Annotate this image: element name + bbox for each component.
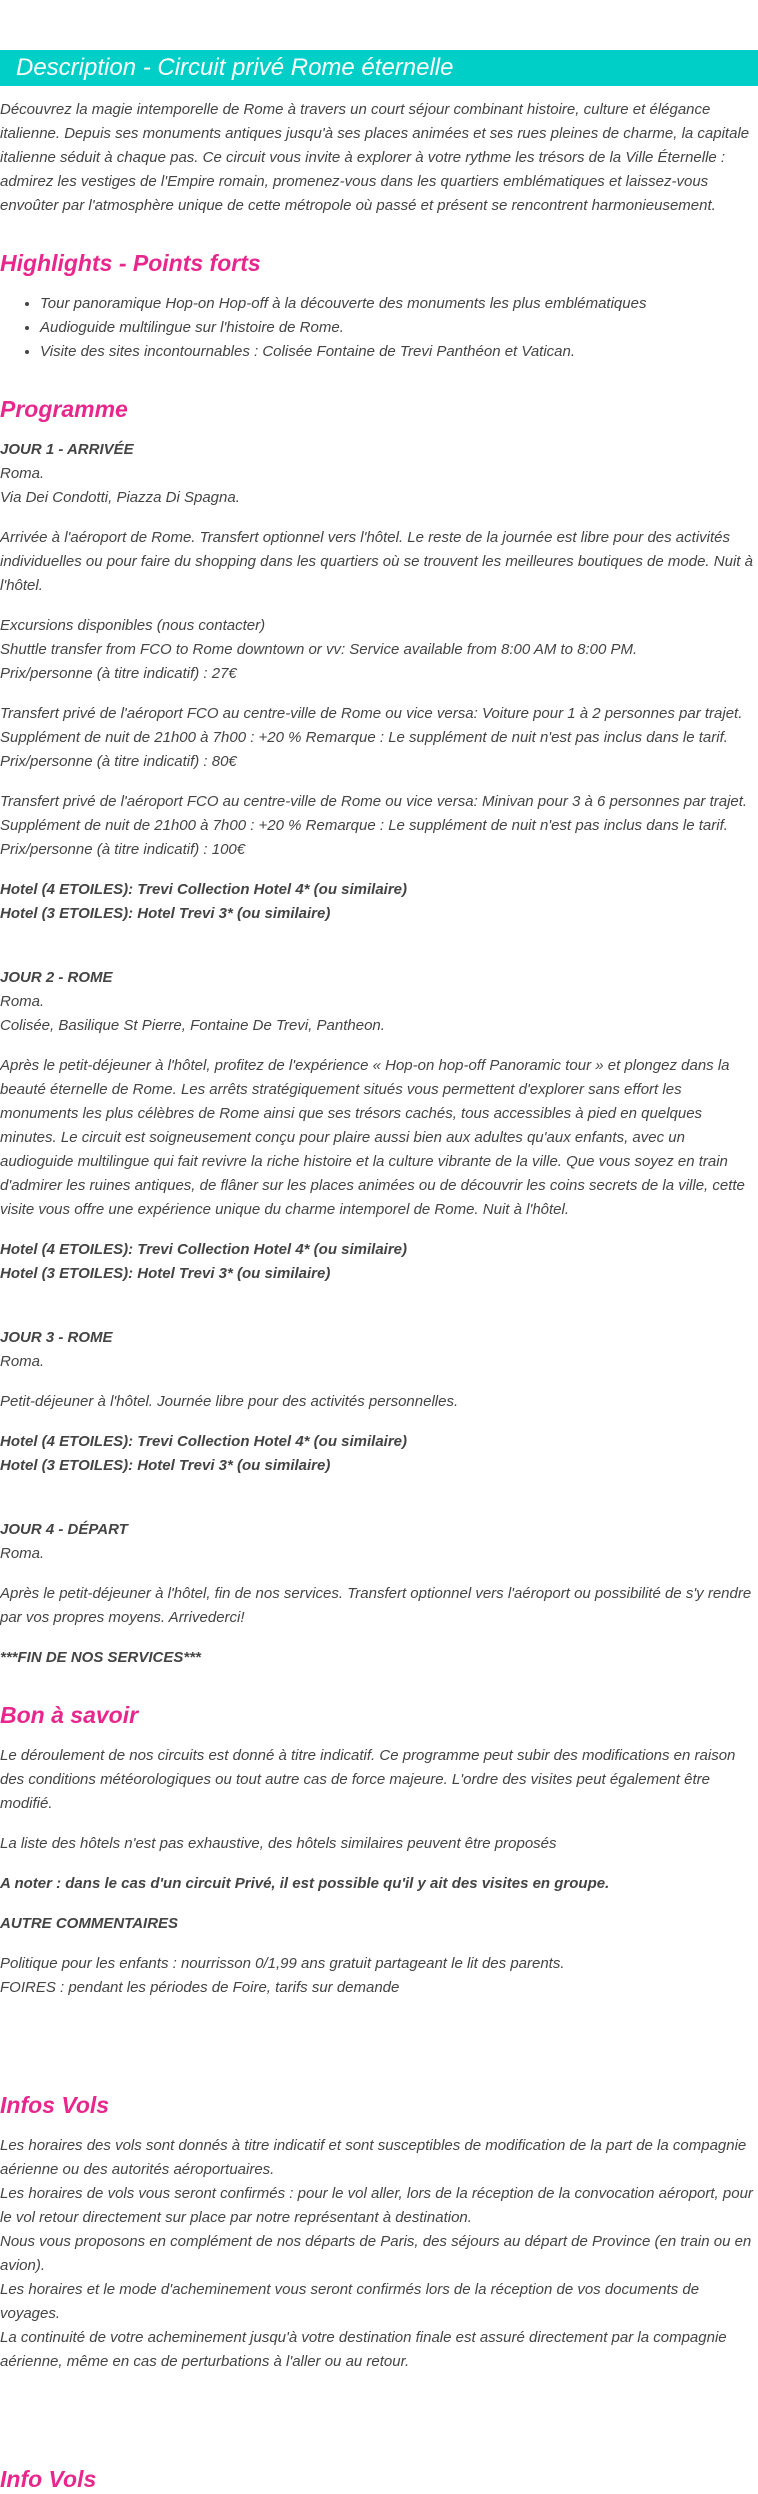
day-2-city: Roma. bbox=[0, 993, 45, 1010]
infos-vols-line: Nous vous proposons en complément de nos départs de Paris, des séjours au départ de Province (en train ou en avion). bbox=[0, 2233, 752, 2274]
day-1-hotel-3-stars: Hotel (3 ETOILES): Hotel Trevi 3* (ou similaire) bbox=[0, 905, 331, 922]
day-3-hotel-4-stars: Hotel (4 ETOILES): Trevi Collection Hotel 4* (ou similaire) bbox=[0, 1433, 408, 1450]
day-1-places: Via Dei Condotti, Piazza Di Spagna. bbox=[0, 489, 240, 506]
day-2-section bbox=[0, 966, 758, 1286]
day-1-title: JOUR 1 - ARRIVÉE bbox=[0, 441, 134, 458]
list-item: • Audioguide multilingue sur l'histoire de Rome. bbox=[40, 316, 758, 340]
day-2-title: JOUR 2 - ROME bbox=[0, 969, 113, 986]
car-night-supplement: Supplément de nuit de 21h00 à 7h00 : +20 % Remarque : Le supplément de nuit n'est pas inclus dans le tarif. bbox=[0, 729, 728, 746]
day-3-description: Petit-déjeuner à l'hôtel. Journée libre pour des activités personnelles. bbox=[0, 1393, 459, 1410]
programme-heading: Programme bbox=[0, 396, 128, 422]
day-4-city: Roma. bbox=[0, 1545, 45, 1562]
infos-vols-line: Les horaires et le mode d'acheminement vous seront confirmés lors de la réception de vos documents de voyages. bbox=[0, 2281, 700, 2322]
day-1-city: Roma. bbox=[0, 465, 45, 482]
infos-vols-line: La continuité de votre acheminement jusqu'à votre destination finale est assuré directement par la compagnie aérienne, même en cas de perturbations à l'aller ou au retour. bbox=[0, 2329, 727, 2370]
shuttle-info: Shuttle transfer from FCO to Rome downtown or vv: Service available from 8:00 AM to 8:00 PM. bbox=[0, 641, 638, 658]
intro-text: Découvrez la magie intemporelle de Rome à travers un court séjour combinant histoire, culture et élégance italienne. Depuis ses monuments antiques jusqu'à ses places animées et ses rues pleines de charme, la capitale italienne séduit à chaque pas. Ce circuit vous invite à explorer à votre rythme les trésors de la Ville Éternelle : admirez les vestiges de l'Empire romain, promenez-vous dans les quartiers emblématiques et laissez-vous envoûter par l'atmosphère unique de cette métropole où passé et présent se rencontrent harmonieusement. bbox=[0, 101, 750, 214]
infos-vols-line: Les horaires des vols sont donnés à titre indicatif et sont susceptibles de modification de la part de la compagnie aérienne ou des autorités aéroportuaires. bbox=[0, 2137, 747, 2178]
car-transfer-info: Transfert privé de l'aéroport FCO au centre-ville de Rome ou vice versa: Voiture pour 1 à 2 personnes par trajet. bbox=[0, 705, 743, 722]
day-2-hotel-3-stars: Hotel (3 ETOILES): Hotel Trevi 3* (ou similaire) bbox=[0, 1265, 331, 1282]
day-2-description: Après le petit-déjeuner à l'hôtel, profitez de l'expérience « Hop-on hop-off Panoramic tour » et plongez dans la beauté éternelle de Rome. Les arrêts stratégiquement situés vous permettent d'explorer sans effort les monuments les plus célèbres de Rome ainsi que ses trésors cachés, tous accessibles à pied en quelques minutes. Le circuit est soigneusement conçu pour plaire aussi bien aux adultes qu'aux enfants, avec un audioguide multilingue qui fait revivre la riche histoire et la culture vibrante de la ville. Que vous soyez en train d'admirer les ruines antiques, de flâner sur les places animées ou de découvrir les coins secrets de la ville, cette visite vous offre une expérience unique du charme intemporel de Rome. Nuit à l'hôtel. bbox=[0, 1057, 745, 1218]
day-3-title: JOUR 3 - ROME bbox=[0, 1329, 113, 1346]
end-of-services: ***FIN DE NOS SERVICES*** bbox=[0, 1649, 201, 1666]
day-1-section bbox=[0, 438, 758, 926]
excursions-title: Excursions disponibles (nous contacter) bbox=[0, 617, 266, 634]
day-2-hotel-4-stars: Hotel (4 ETOILES): Trevi Collection Hotel 4* (ou similaire) bbox=[0, 1241, 408, 1258]
list-item: • Tour panoramique Hop-on Hop-off à la découverte des monuments les plus emblématiques bbox=[40, 292, 758, 316]
infos-vols-heading: Infos Vols bbox=[0, 2092, 110, 2118]
day-4-description: Après le petit-déjeuner à l'hôtel, fin de nos services. Transfert optionnel vers l'aéroport ou possibilité de s'y rendre par vos propres moyens. Arrivederci! bbox=[0, 1585, 752, 1626]
infos-vols-line: Les horaires de vols vous seront confirmés : pour le vol aller, lors de la réception de la convocation aéroport, pour le vol retour directement sur place par notre représentant à destination. bbox=[0, 2185, 753, 2226]
bon-a-savoir-text-1: Le déroulement de nos circuits est donné à titre indicatif. Ce programme peut subir des modifications en raison des conditions météorologiques ou tout autre cas de force majeure. L'ordre des visites peut également être modifié. bbox=[0, 1747, 736, 1812]
children-policy: Politique pour les enfants : nourrisson 0/1,99 ans gratuit partageant le lit des parents. bbox=[0, 1955, 565, 1972]
other-comments-title: AUTRE COMMENTAIRES bbox=[0, 1915, 179, 1932]
van-night-supplement: Supplément de nuit de 21h00 à 7h00 : +20 % Remarque : Le supplément de nuit n'est pas inclus dans le tarif. bbox=[0, 817, 728, 834]
highlights-list bbox=[0, 292, 758, 364]
bon-a-savoir-heading: Bon à savoir bbox=[0, 1702, 139, 1728]
list-item: • Visite des sites incontournables : Colisée Fontaine de Trevi Panthéon et Vatican. bbox=[40, 340, 758, 364]
day-1-description: Arrivée à l'aéroport de Rome. Transfert optionnel vers l'hôtel. Le reste de la journée est libre pour des activités individuelles ou pour faire du shopping dans les quartiers où se trouvent les meilleures boutiques de mode. Nuit à l'hôtel. bbox=[0, 529, 753, 594]
day-2-places: Colisée, Basilique St Pierre, Fontaine De Trevi, Pantheon. bbox=[0, 1017, 385, 1034]
car-price: Prix/personne (à titre indicatif) : 80€ bbox=[0, 753, 237, 770]
bon-a-savoir-text-2: La liste des hôtels n'est pas exhaustive, des hôtels similaires peuvent être proposés bbox=[0, 1835, 557, 1852]
info-vols-heading: Info Vols bbox=[0, 2466, 97, 2492]
day-1-hotel-4-stars: Hotel (4 ETOILES): Trevi Collection Hotel 4* (ou similaire) bbox=[0, 881, 408, 898]
description-banner: Description - Circuit privé Rome éternelle bbox=[0, 50, 758, 86]
day-4-section bbox=[0, 1518, 758, 1670]
van-price: Prix/personne (à titre indicatif) : 100€ bbox=[0, 841, 246, 858]
day-3-hotel-3-stars: Hotel (3 ETOILES): Hotel Trevi 3* (ou similaire) bbox=[0, 1457, 331, 1474]
highlights-heading: Highlights - Points forts bbox=[0, 250, 261, 276]
fairs-policy: FOIRES : pendant les périodes de Foire, tarifs sur demande bbox=[0, 1979, 400, 1996]
day-4-title: JOUR 4 - DÉPART bbox=[0, 1521, 128, 1538]
private-circuit-note: A noter : dans le cas d'un circuit Privé, il est possible qu'il y ait des visites en groupe. bbox=[0, 1875, 610, 1892]
shuttle-price: Prix/personne (à titre indicatif) : 27€ bbox=[0, 665, 237, 682]
van-transfer-info: Transfert privé de l'aéroport FCO au centre-ville de Rome ou vice versa: Minivan pour 3 à 6 personnes par trajet. bbox=[0, 793, 748, 810]
day-3-section bbox=[0, 1326, 758, 1478]
day-3-city: Roma. bbox=[0, 1353, 45, 1370]
